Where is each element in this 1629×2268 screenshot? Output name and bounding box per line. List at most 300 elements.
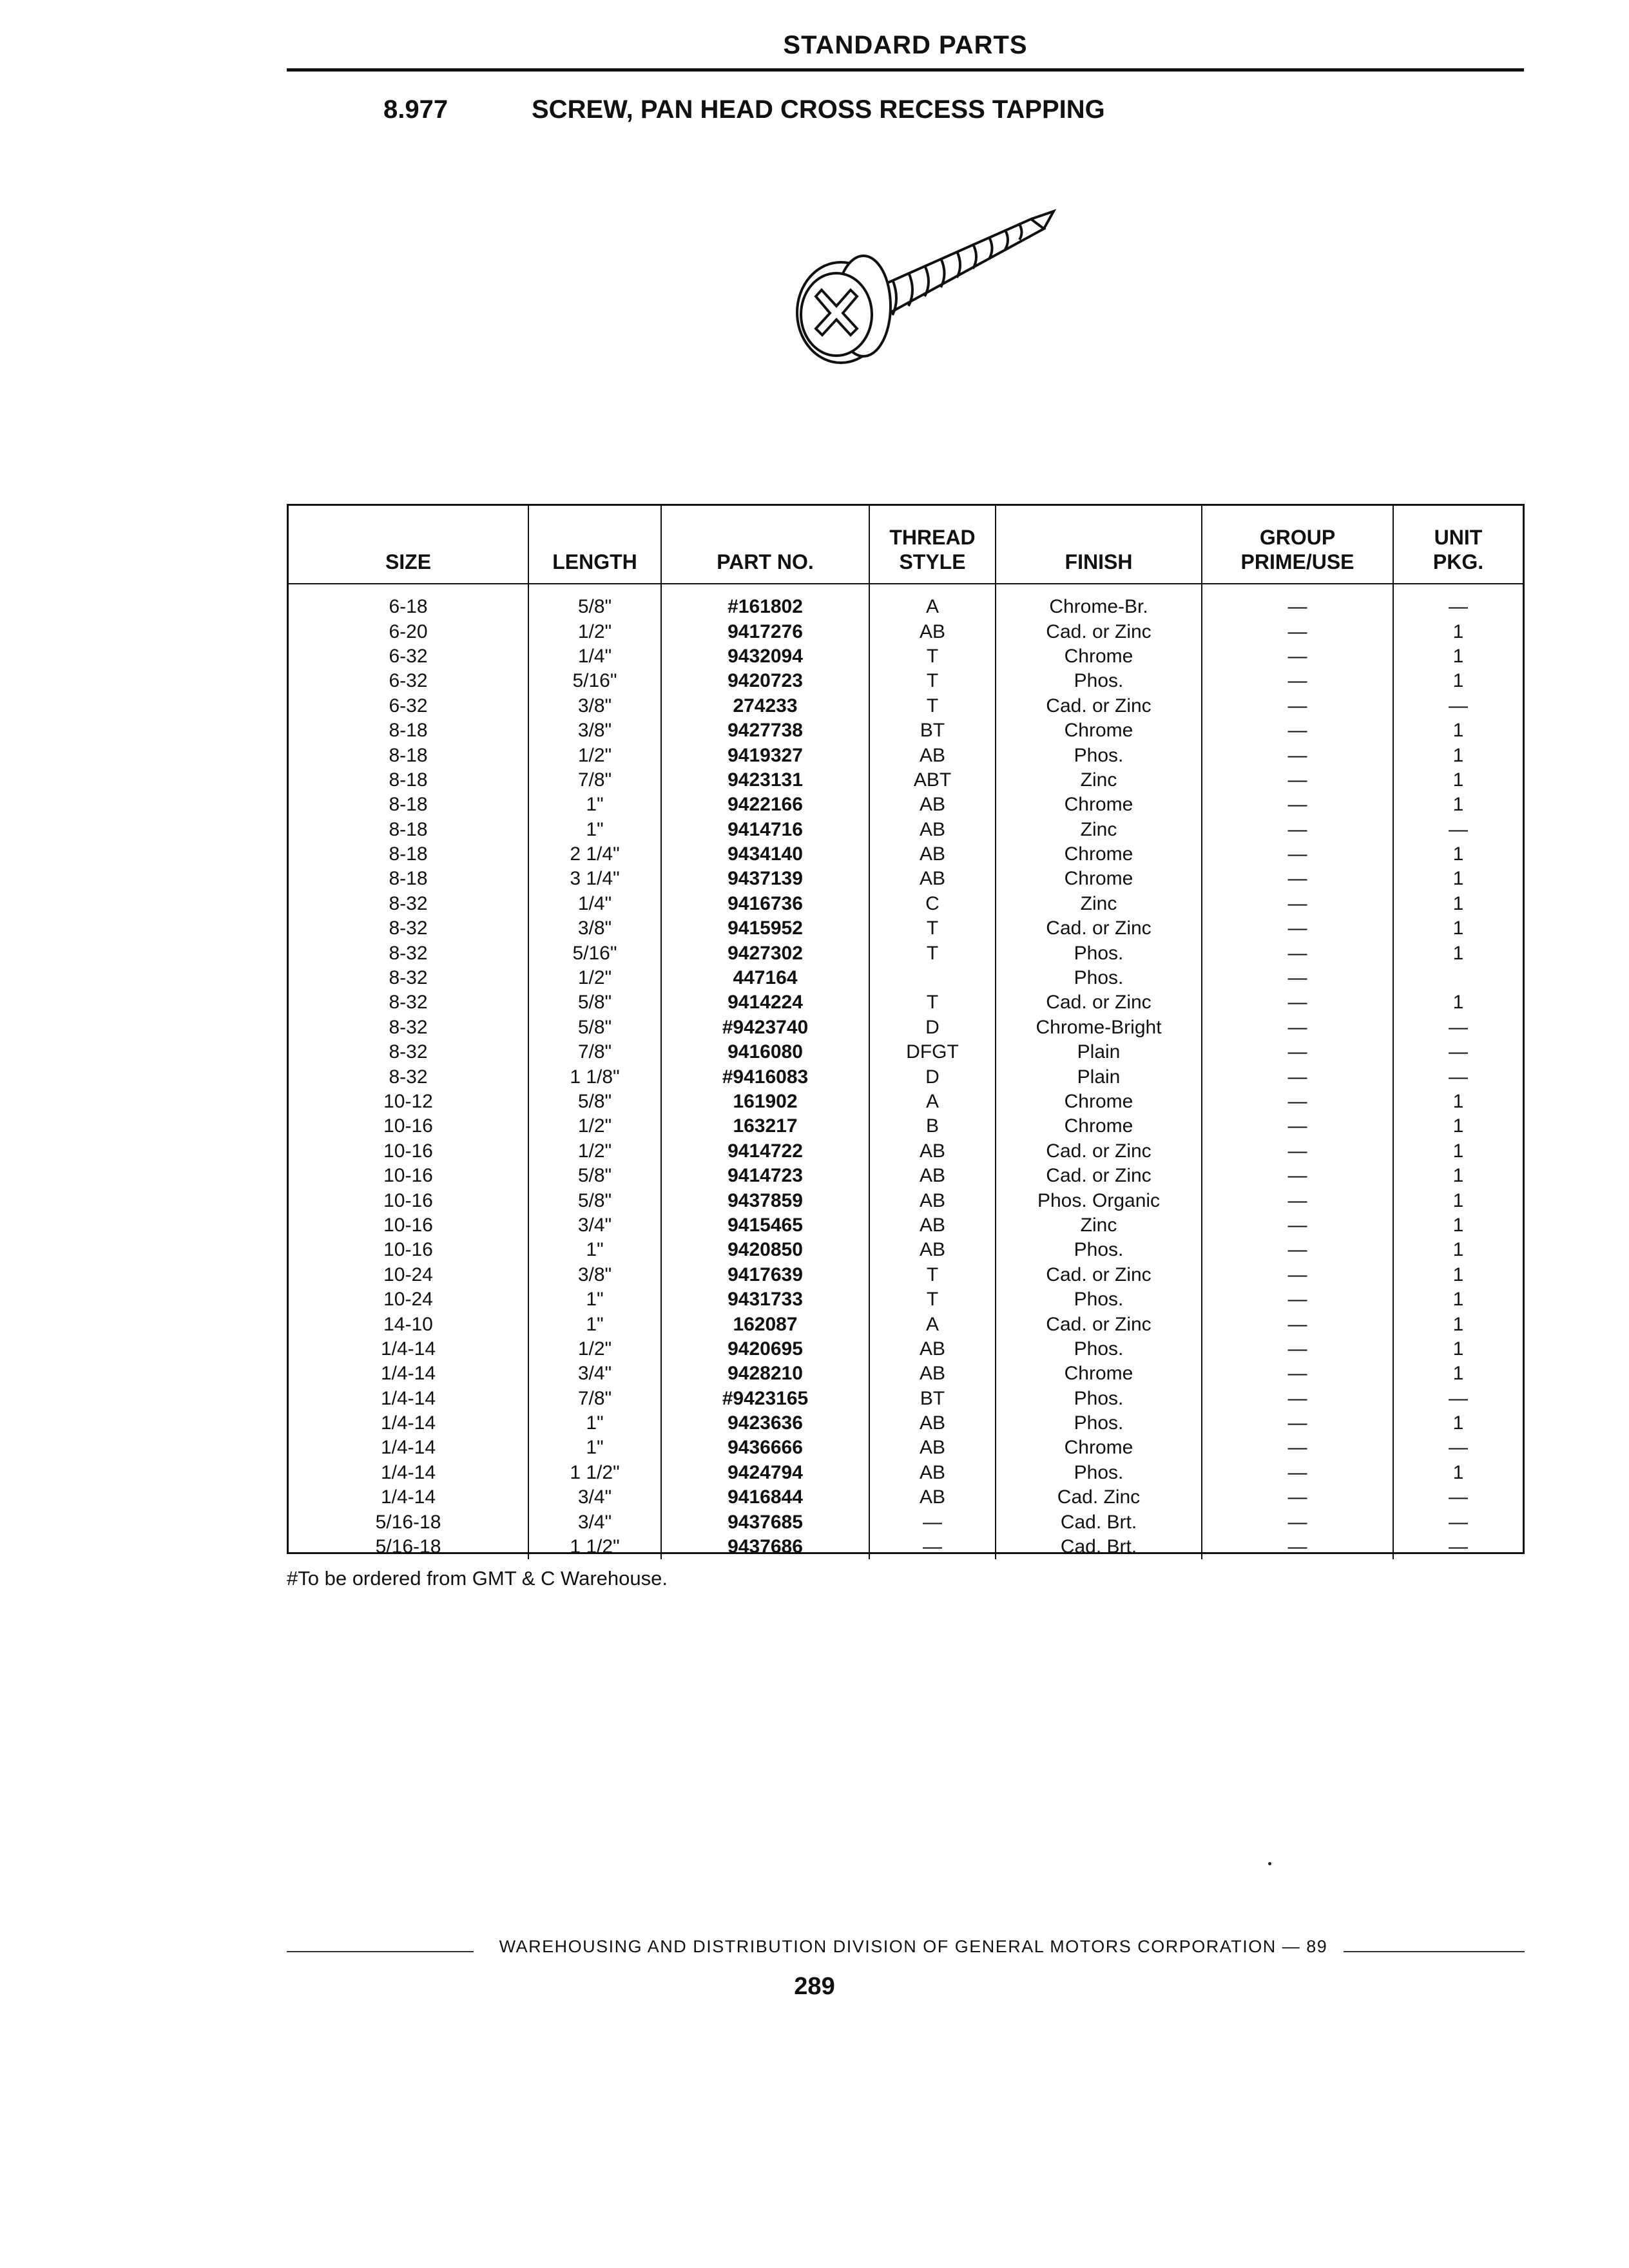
cell-length: 1 1/2" [528, 1535, 661, 1559]
cell-part-no: #9416083 [661, 1064, 869, 1089]
footer-text: WAREHOUSING AND DISTRIBUTION DIVISION OF GENERAL MOTORS CORPORATION — 89 [499, 1937, 1328, 1956]
cell-group: — [1202, 1287, 1393, 1312]
cell-size: 8-18 [389, 868, 428, 890]
cell-finish: Chrome [996, 1090, 1202, 1114]
cell-length: 3/8" [528, 1263, 661, 1287]
cell-group: — [1202, 1064, 1393, 1089]
cell-size: 8-18 [389, 720, 428, 742]
cell-group: — [1202, 1139, 1393, 1164]
cell-thread-style: AB [869, 1188, 996, 1213]
cell-group: — [1202, 1213, 1393, 1238]
table-row [289, 768, 1523, 793]
cell-size: 1/4-14 [380, 1338, 436, 1360]
table-row [289, 941, 1523, 965]
table-row [289, 1139, 1523, 1164]
cell-unit-pkg: 1 [1393, 1188, 1523, 1213]
cell-unit-pkg: 1 [1393, 1411, 1523, 1436]
cell-length: 7/8" [528, 1040, 661, 1064]
cell-unit-pkg: 1 [1393, 941, 1523, 965]
cell-size: 1/4-14 [380, 1486, 436, 1508]
cell-group: — [1202, 1238, 1393, 1262]
cell-finish: Chrome [996, 1114, 1202, 1139]
table-row [289, 916, 1523, 941]
cell-finish: Phos. [996, 1238, 1202, 1262]
cell-size: 8-32 [389, 892, 428, 914]
cell-finish: Phos. [996, 669, 1202, 693]
cell-size: 10-24 [383, 1264, 433, 1285]
cell-size: 6-32 [389, 695, 428, 716]
cell-finish: Plain [996, 1064, 1202, 1089]
cell-part-no: 9420695 [661, 1337, 869, 1361]
pan-head-screw-icon [760, 200, 1057, 367]
col-length-header: LENGTH [528, 506, 661, 584]
cell-length: 3/4" [528, 1485, 661, 1510]
cell-finish: Cad. or Zinc [996, 916, 1202, 941]
cell-unit-pkg: — [1393, 818, 1523, 842]
cell-part-no: 9436666 [661, 1436, 869, 1460]
cell-group: — [1202, 1510, 1393, 1534]
cell-size: 8-32 [389, 1041, 428, 1063]
cell-finish: Phos. [996, 1387, 1202, 1411]
table-row [289, 1461, 1523, 1485]
footer-rule-right [1344, 1951, 1525, 1952]
cell-size: 1/4-14 [380, 1363, 436, 1385]
cell-thread-style: AB [869, 1436, 996, 1460]
cell-thread-style: T [869, 990, 996, 1015]
cell-group: — [1202, 669, 1393, 693]
cell-unit-pkg: 1 [1393, 1139, 1523, 1164]
table-row [289, 1164, 1523, 1188]
cell-group: — [1202, 1040, 1393, 1064]
cell-part-no: 9417276 [661, 619, 869, 644]
print-speck [1268, 1862, 1271, 1865]
cell-unit-pkg: 1 [1393, 1337, 1523, 1361]
cell-size: 6-18 [389, 596, 428, 618]
cell-part-no: 9428210 [661, 1361, 869, 1386]
table-row [289, 1287, 1523, 1312]
cell-size: 8-32 [389, 992, 428, 1014]
table-row [289, 818, 1523, 842]
cell-size: 5/16-18 [375, 1511, 441, 1533]
cell-group: — [1202, 694, 1393, 718]
cell-finish: Phos. Organic [996, 1188, 1202, 1213]
table-row [289, 842, 1523, 867]
cell-finish: Chrome [996, 1436, 1202, 1460]
cell-group: — [1202, 584, 1393, 619]
cell-length: 5/8" [528, 584, 661, 619]
cell-part-no: 9431733 [661, 1287, 869, 1312]
cell-part-no: 447164 [661, 966, 869, 990]
cell-unit-pkg: — [1393, 1436, 1523, 1460]
col-group-header: GROUP PRIME/USE [1202, 506, 1393, 584]
cell-group: — [1202, 1312, 1393, 1336]
cell-length: 5/8" [528, 1090, 661, 1114]
header-title: STANDARD PARTS [783, 31, 1028, 59]
cell-unit-pkg: 1 [1393, 842, 1523, 867]
cell-finish: Zinc [996, 818, 1202, 842]
cell-unit-pkg: 1 [1393, 990, 1523, 1015]
cell-finish: Cad. Zinc [996, 1485, 1202, 1510]
cell-length: 5/8" [528, 1015, 661, 1040]
cell-group: — [1202, 1188, 1393, 1213]
cell-length: 1/2" [528, 1337, 661, 1361]
cell-unit-pkg: 1 [1393, 1213, 1523, 1238]
cell-part-no: #161802 [661, 584, 869, 619]
cell-size: 1/4-14 [380, 1412, 436, 1434]
cell-unit-pkg: 1 [1393, 743, 1523, 767]
cell-unit-pkg: — [1393, 1535, 1523, 1559]
cell-part-no: 9414716 [661, 818, 869, 842]
table-row [289, 1387, 1523, 1411]
page-header [287, 26, 1524, 72]
cell-length: 1" [528, 793, 661, 817]
cell-unit-pkg: 1 [1393, 867, 1523, 891]
cell-length: 1" [528, 1238, 661, 1262]
table-row [289, 1263, 1523, 1287]
cell-group: — [1202, 1535, 1393, 1559]
cell-part-no: 9419327 [661, 743, 869, 767]
cell-size: 10-16 [383, 1239, 433, 1261]
cell-thread-style: D [869, 1064, 996, 1089]
cell-unit-pkg: 1 [1393, 916, 1523, 941]
cell-part-no: 9422166 [661, 793, 869, 817]
cell-thread-style [869, 966, 996, 990]
cell-length: 7/8" [528, 1387, 661, 1411]
cell-length: 1 1/8" [528, 1064, 661, 1089]
cell-unit-pkg: — [1393, 694, 1523, 718]
cell-length: 1" [528, 1411, 661, 1436]
cell-part-no: 9416844 [661, 1485, 869, 1510]
cell-length: 3/8" [528, 916, 661, 941]
cell-thread-style: AB [869, 619, 996, 644]
cell-length: 1" [528, 1312, 661, 1336]
cell-thread-style: BT [869, 718, 996, 743]
cell-length: 1/2" [528, 743, 661, 767]
cell-unit-pkg: 1 [1393, 1287, 1523, 1312]
table-row [289, 1090, 1523, 1114]
cell-size: 6-20 [389, 620, 428, 642]
cell-size: 10-16 [383, 1214, 433, 1236]
cell-part-no: 9434140 [661, 842, 869, 867]
cell-part-no: 9416080 [661, 1040, 869, 1064]
cell-unit-pkg: 1 [1393, 1361, 1523, 1386]
cell-group: — [1202, 892, 1393, 916]
cell-finish: Chrome [996, 718, 1202, 743]
cell-group: — [1202, 990, 1393, 1015]
cell-size: 8-18 [389, 794, 428, 816]
cell-thread-style: A [869, 584, 996, 619]
table-row [289, 743, 1523, 767]
cell-length: 1/2" [528, 966, 661, 990]
cell-finish: Zinc [996, 892, 1202, 916]
table-row [289, 1015, 1523, 1040]
cell-unit-pkg: — [1393, 1485, 1523, 1510]
cell-group: — [1202, 941, 1393, 965]
cell-group: — [1202, 1114, 1393, 1139]
col-unit-pkg-header: UNIT PKG. [1393, 506, 1523, 584]
cell-group: — [1202, 818, 1393, 842]
cell-length: 3/4" [528, 1361, 661, 1386]
cell-unit-pkg: 1 [1393, 619, 1523, 644]
cell-finish: Plain [996, 1040, 1202, 1064]
cell-thread-style: A [869, 1312, 996, 1336]
cell-thread-style: DFGT [869, 1040, 996, 1064]
cell-size: 10-16 [383, 1189, 433, 1211]
cell-group: — [1202, 966, 1393, 990]
cell-part-no: #9423165 [661, 1387, 869, 1411]
cell-part-no: 9415465 [661, 1213, 869, 1238]
cell-finish: Phos. [996, 941, 1202, 965]
cell-group: — [1202, 743, 1393, 767]
cell-length: 3 1/4" [528, 867, 661, 891]
cell-thread-style: AB [869, 1213, 996, 1238]
cell-unit-pkg: — [1393, 1510, 1523, 1534]
cell-finish: Zinc [996, 768, 1202, 793]
cell-unit-pkg: 1 [1393, 1114, 1523, 1139]
cell-finish: Phos. [996, 1411, 1202, 1436]
cell-part-no: 9417639 [661, 1263, 869, 1287]
table-row [289, 1510, 1523, 1534]
cell-part-no: 9415952 [661, 916, 869, 941]
cell-group: — [1202, 1387, 1393, 1411]
cell-finish: Chrome [996, 867, 1202, 891]
table-row [289, 1040, 1523, 1064]
cell-unit-pkg: — [1393, 1040, 1523, 1064]
cell-finish: Chrome-Bright [996, 1015, 1202, 1040]
cell-thread-style: AB [869, 1411, 996, 1436]
table-row [289, 867, 1523, 891]
cell-thread-style: AB [869, 1238, 996, 1262]
cell-unit-pkg: — [1393, 1015, 1523, 1040]
table-header [289, 506, 1523, 584]
cell-length: 1" [528, 1436, 661, 1460]
cell-finish: Chrome-Br. [996, 584, 1202, 619]
table-row [289, 966, 1523, 990]
cell-part-no: 9414224 [661, 990, 869, 1015]
cell-size: 8-18 [389, 843, 428, 865]
cell-group: — [1202, 768, 1393, 793]
cell-thread-style: — [869, 1510, 996, 1534]
cell-unit-pkg: 1 [1393, 669, 1523, 693]
cell-finish: Phos. [996, 1287, 1202, 1312]
table-row [289, 990, 1523, 1015]
table-row [289, 619, 1523, 644]
cell-finish: Cad. or Zinc [996, 990, 1202, 1015]
table-row [289, 892, 1523, 916]
cell-size: 8-32 [389, 967, 428, 989]
cell-part-no: 9427738 [661, 718, 869, 743]
cell-group: — [1202, 1337, 1393, 1361]
cell-part-no: 9437859 [661, 1188, 869, 1213]
cell-unit-pkg: — [1393, 584, 1523, 619]
cell-thread-style: AB [869, 1485, 996, 1510]
cell-part-no: 163217 [661, 1114, 869, 1139]
cell-thread-style: ABT [869, 768, 996, 793]
cell-group: — [1202, 718, 1393, 743]
cell-unit-pkg: — [1393, 1064, 1523, 1089]
cell-part-no: 9437685 [661, 1510, 869, 1534]
cell-length: 5/16" [528, 669, 661, 693]
cell-thread-style: AB [869, 818, 996, 842]
cell-part-no: 161902 [661, 1090, 869, 1114]
cell-group: — [1202, 916, 1393, 941]
cell-part-no: 162087 [661, 1312, 869, 1336]
cell-size: 10-12 [383, 1091, 433, 1112]
cell-part-no: 9420723 [661, 669, 869, 693]
cell-part-no: 9424794 [661, 1461, 869, 1485]
cell-thread-style: AB [869, 867, 996, 891]
cell-thread-style: — [869, 1535, 996, 1559]
cell-size: 10-16 [383, 1165, 433, 1187]
cell-part-no: 274233 [661, 694, 869, 718]
cell-length: 5/8" [528, 1164, 661, 1188]
table-row [289, 1535, 1523, 1559]
cell-group: — [1202, 1361, 1393, 1386]
cell-part-no: 9437139 [661, 867, 869, 891]
cell-finish: Cad. or Zinc [996, 619, 1202, 644]
cell-unit-pkg: 1 [1393, 1461, 1523, 1485]
table-row [289, 1485, 1523, 1510]
cell-finish: Phos. [996, 1461, 1202, 1485]
cell-length: 1" [528, 1287, 661, 1312]
cell-thread-style: T [869, 941, 996, 965]
table-row [289, 718, 1523, 743]
cell-thread-style: D [869, 1015, 996, 1040]
cell-length: 1" [528, 818, 661, 842]
cell-length: 1/4" [528, 644, 661, 669]
footer-rule-left [287, 1951, 474, 1952]
cell-size: 1/4-14 [380, 1387, 436, 1409]
cell-group: — [1202, 1461, 1393, 1485]
cell-thread-style: T [869, 916, 996, 941]
cell-thread-style: AB [869, 743, 996, 767]
cell-size: 8-18 [389, 744, 428, 766]
col-finish-header: FINISH [996, 506, 1202, 584]
cell-thread-style: T [869, 669, 996, 693]
cell-thread-style: AB [869, 1361, 996, 1386]
table-row [289, 793, 1523, 817]
cell-size: 8-32 [389, 1066, 428, 1088]
cell-group: — [1202, 1436, 1393, 1460]
cell-thread-style: AB [869, 1461, 996, 1485]
cell-finish: Cad. or Zinc [996, 1164, 1202, 1188]
cell-length: 5/16" [528, 941, 661, 965]
cell-size: 5/16-18 [375, 1536, 441, 1558]
cell-group: — [1202, 1164, 1393, 1188]
cell-thread-style: AB [869, 842, 996, 867]
cell-thread-style: AB [869, 793, 996, 817]
cell-group: — [1202, 793, 1393, 817]
cell-unit-pkg: 1 [1393, 1090, 1523, 1114]
cell-finish: Cad. or Zinc [996, 1312, 1202, 1336]
table-row [289, 1312, 1523, 1336]
cell-group: — [1202, 842, 1393, 867]
cell-group: — [1202, 867, 1393, 891]
cell-length: 3/8" [528, 718, 661, 743]
cell-thread-style: AB [869, 1164, 996, 1188]
cell-size: 1/4-14 [380, 1461, 436, 1483]
cell-thread-style: T [869, 694, 996, 718]
cell-finish: Chrome [996, 644, 1202, 669]
cell-part-no: 9423636 [661, 1411, 869, 1436]
cell-part-no: 9416736 [661, 892, 869, 916]
cell-size: 8-32 [389, 918, 428, 939]
table-row [289, 1064, 1523, 1089]
table-row [289, 584, 1523, 619]
cell-length: 5/8" [528, 990, 661, 1015]
cell-size: 10-16 [383, 1115, 433, 1137]
parts-table-grid [289, 506, 1523, 1559]
cell-finish: Cad. Brt. [996, 1535, 1202, 1559]
cell-finish: Phos. [996, 1337, 1202, 1361]
cell-length: 1/2" [528, 619, 661, 644]
table-row [289, 1213, 1523, 1238]
table-body [289, 584, 1523, 1559]
cell-size: 6-32 [389, 670, 428, 692]
cell-unit-pkg: 1 [1393, 768, 1523, 793]
cell-thread-style: BT [869, 1387, 996, 1411]
cell-unit-pkg: 1 [1393, 1263, 1523, 1287]
cell-unit-pkg: 1 [1393, 793, 1523, 817]
col-size-header: SIZE [289, 506, 528, 584]
cell-length: 3/8" [528, 694, 661, 718]
table-row [289, 644, 1523, 669]
cell-finish: Cad. or Zinc [996, 1263, 1202, 1287]
cell-finish: Zinc [996, 1213, 1202, 1238]
cell-unit-pkg: 1 [1393, 1312, 1523, 1336]
cell-finish: Phos. [996, 966, 1202, 990]
cell-size: 6-32 [389, 645, 428, 667]
cell-group: — [1202, 619, 1393, 644]
cell-group: — [1202, 1015, 1393, 1040]
cell-part-no: 9414722 [661, 1139, 869, 1164]
parts-table [287, 504, 1525, 1558]
cell-size: 10-24 [383, 1289, 433, 1311]
cell-thread-style: AB [869, 1337, 996, 1361]
table-row [289, 1436, 1523, 1460]
cell-length: 2 1/4" [528, 842, 661, 867]
cell-length: 3/4" [528, 1213, 661, 1238]
cell-unit-pkg [1393, 966, 1523, 990]
cell-thread-style: T [869, 1263, 996, 1287]
table-row [289, 1361, 1523, 1386]
cell-size: 14-10 [383, 1313, 433, 1335]
section-title: SCREW, PAN HEAD CROSS RECESS TAPPING [532, 95, 1105, 124]
col-part-no-header: PART NO. [661, 506, 869, 584]
cell-group: — [1202, 1485, 1393, 1510]
cell-thread-style: A [869, 1090, 996, 1114]
cell-finish: Cad. or Zinc [996, 694, 1202, 718]
cell-unit-pkg: — [1393, 1387, 1523, 1411]
cell-finish: Chrome [996, 1361, 1202, 1386]
cell-part-no: 9432094 [661, 644, 869, 669]
cell-unit-pkg: 1 [1393, 1164, 1523, 1188]
table-row [289, 1337, 1523, 1361]
cell-size: 8-32 [389, 1016, 428, 1038]
table-row [289, 694, 1523, 718]
cell-part-no: 9420850 [661, 1238, 869, 1262]
cell-finish: Cad. Brt. [996, 1510, 1202, 1534]
cell-unit-pkg: 1 [1393, 644, 1523, 669]
cell-length: 5/8" [528, 1188, 661, 1213]
cell-unit-pkg: 1 [1393, 718, 1523, 743]
table-row [289, 1238, 1523, 1262]
cell-unit-pkg: 1 [1393, 892, 1523, 916]
section-number: 8.977 [383, 95, 448, 124]
cell-size: 8-18 [389, 769, 428, 791]
cell-group: — [1202, 1411, 1393, 1436]
cell-group: — [1202, 644, 1393, 669]
